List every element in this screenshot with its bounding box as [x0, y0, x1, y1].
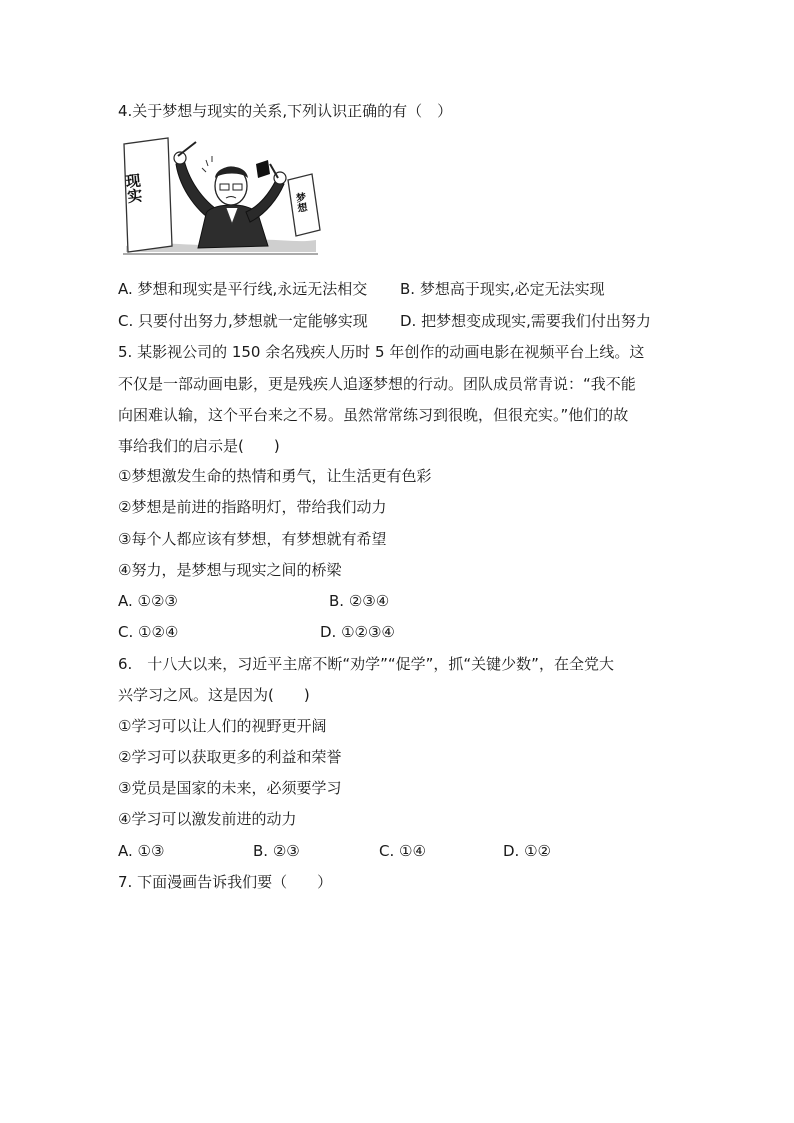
q4-option-d[interactable]: D. 把梦想变成现实,需要我们付出努力: [400, 312, 651, 330]
cartoon-man-pulled-between-reality-and-dream-icon: [118, 134, 323, 260]
q6-stem-line-2: 兴学习之风。这是因为( ): [118, 686, 310, 704]
q5-stem-line-1: 5. 某影视公司的 150 余名残疾人历时 5 年创作的动画电影在视频平台上线。这: [118, 343, 645, 361]
q5-statement-4: ④努力，是梦想与现实之间的桥梁: [118, 561, 342, 579]
q4-option-a[interactable]: A. 梦想和现实是平行线,永远无法相交: [118, 280, 368, 298]
q5-option-c[interactable]: C. ①②④: [118, 623, 179, 641]
q5-option-d[interactable]: D. ①②③④: [320, 623, 395, 641]
q5-option-a[interactable]: A. ①②③: [118, 592, 178, 610]
q5-option-b[interactable]: B. ②③④: [329, 592, 390, 610]
q5-stem-line-4: 事给我们的启示是( ): [118, 437, 280, 455]
q5-statement-2: ②梦想是前进的指路明灯，带给我们动力: [118, 498, 387, 516]
q4-stem: 4.关于梦想与现实的关系,下列认识正确的有（ ）: [118, 102, 453, 120]
cartoon-sign-dream: 梦想: [292, 191, 307, 214]
q6-statement-1: ①学习可以让人们的视野更开阔: [118, 717, 327, 735]
q6-option-a[interactable]: A. ①③: [118, 842, 165, 860]
q5-stem-line-3: 向困难认输，这个平台来之不易。虽然常常练习到很晚，但很充实。”他们的故: [118, 406, 629, 424]
cartoon-sign-reality: 现实: [122, 172, 144, 204]
q6-statement-3: ③党员是国家的未来，必须要学习: [118, 779, 342, 797]
q7-stem: 7. 下面漫画告诉我们要（ ）: [118, 873, 333, 891]
q6-stem-line-1: 6. 十八大以来，习近平主席不断“劝学”“促学”，抓“关键少数”，在全党大: [118, 655, 614, 673]
q5-stem-line-2: 不仅是一部动画电影，更是残疾人追逐梦想的行动。团队成员常青说：“我不能: [118, 375, 636, 393]
q5-statement-1: ①梦想激发生命的热情和勇气，让生活更有色彩: [118, 467, 432, 485]
q6-statement-4: ④学习可以激发前进的动力: [118, 810, 297, 828]
q6-statement-2: ②学习可以获取更多的利益和荣誉: [118, 748, 342, 766]
q4-option-c[interactable]: C. 只要付出努力,梦想就一定能够实现: [118, 312, 368, 330]
q4-option-b[interactable]: B. 梦想高于现实,必定无法实现: [400, 280, 605, 298]
q6-option-b[interactable]: B. ②③: [253, 842, 300, 860]
q5-statement-3: ③每个人都应该有梦想，有梦想就有希望: [118, 530, 387, 548]
q6-option-d[interactable]: D. ①②: [503, 842, 551, 860]
q6-option-c[interactable]: C. ①④: [379, 842, 426, 860]
